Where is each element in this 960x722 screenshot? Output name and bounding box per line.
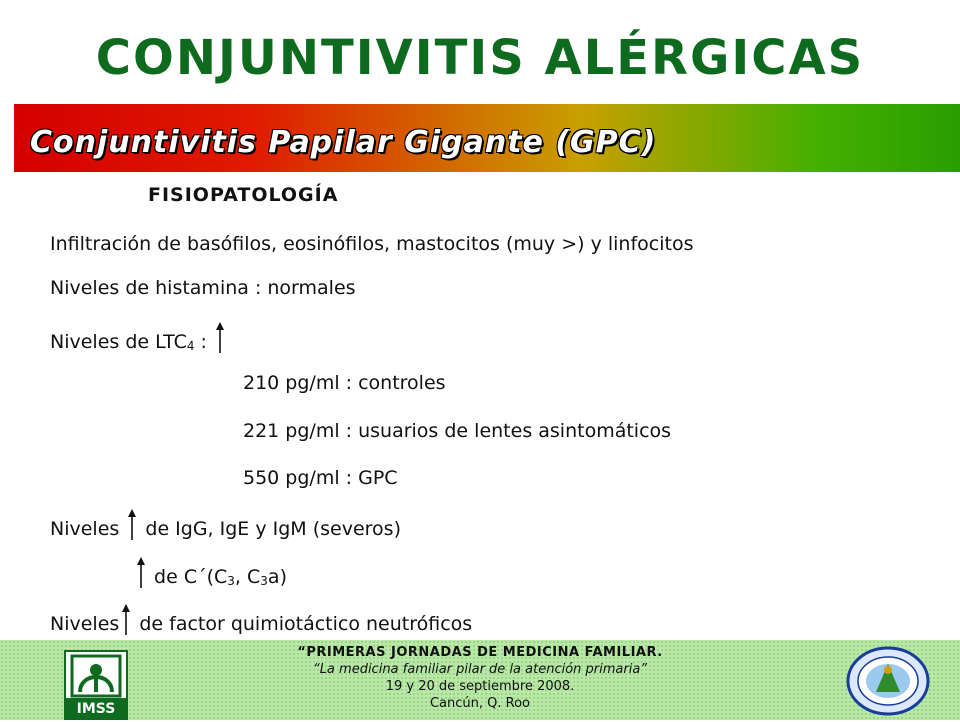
text-line-controls: 210 pg/ml : controles [243, 372, 446, 394]
complement-subscript-2: 3 [260, 574, 268, 588]
footer-event-slogan: “La medicina familiar pilar de la atención primaria” [312, 662, 648, 677]
ltc4-colon: : [194, 331, 207, 353]
slide-title: CONJUNTIVITIS ALÉRGICAS [95, 30, 865, 86]
chemotactic-text: de factor quimiotáctico neutróficos [133, 613, 473, 635]
up-arrow-icon [119, 604, 133, 636]
text-line-infiltration: Infiltración de basófilos, eosinófilos, mastocitos (muy >) y linfocitos [50, 233, 694, 255]
text-line-immunoglobulins [50, 509, 401, 541]
text-line-ltc4 [50, 322, 227, 354]
section-heading: FISIOPATOLOGÍA [148, 184, 339, 206]
footer-event-location: Cancún, Q. Roo [429, 696, 531, 711]
footer-event-info [0, 644, 960, 712]
up-arrow-icon [134, 557, 148, 589]
ig-label: Niveles [50, 518, 126, 540]
banner-title: Conjuntivitis Papilar Gigante (GPC) [30, 125, 657, 160]
text-line-complement [134, 557, 287, 589]
text-line-histamine: Niveles de histamina : normales [50, 277, 356, 299]
footer-event-dates: 19 y 20 de septiembre 2008. [385, 679, 575, 694]
imss-logo-text: IMSS [76, 701, 116, 717]
up-arrow-icon [213, 322, 227, 354]
text-line-lens-users: 221 pg/ml : usuarios de lentes asintomáticos [243, 420, 672, 442]
complement-subscript: 3 [227, 574, 235, 588]
ltc4-label: Niveles de LTC [50, 331, 187, 353]
up-arrow-icon [125, 509, 139, 541]
ig-text: de IgG, IgE y IgM (severos) [139, 518, 401, 540]
footer-event-title: “PRIMERAS JORNADAS DE MEDICINA FAMILIAR. [297, 645, 663, 660]
complement-text-3: a) [267, 566, 287, 588]
complement-text: de C´(C [148, 566, 228, 588]
complement-text-2: , C [234, 566, 261, 588]
chemotactic-label: Niveles [50, 613, 120, 635]
text-line-gpc: 550 pg/ml : GPC [243, 467, 398, 489]
text-line-chemotactic [50, 604, 472, 636]
ltc4-subscript: 4 [186, 339, 195, 353]
medical-society-seal-icon [846, 646, 930, 716]
